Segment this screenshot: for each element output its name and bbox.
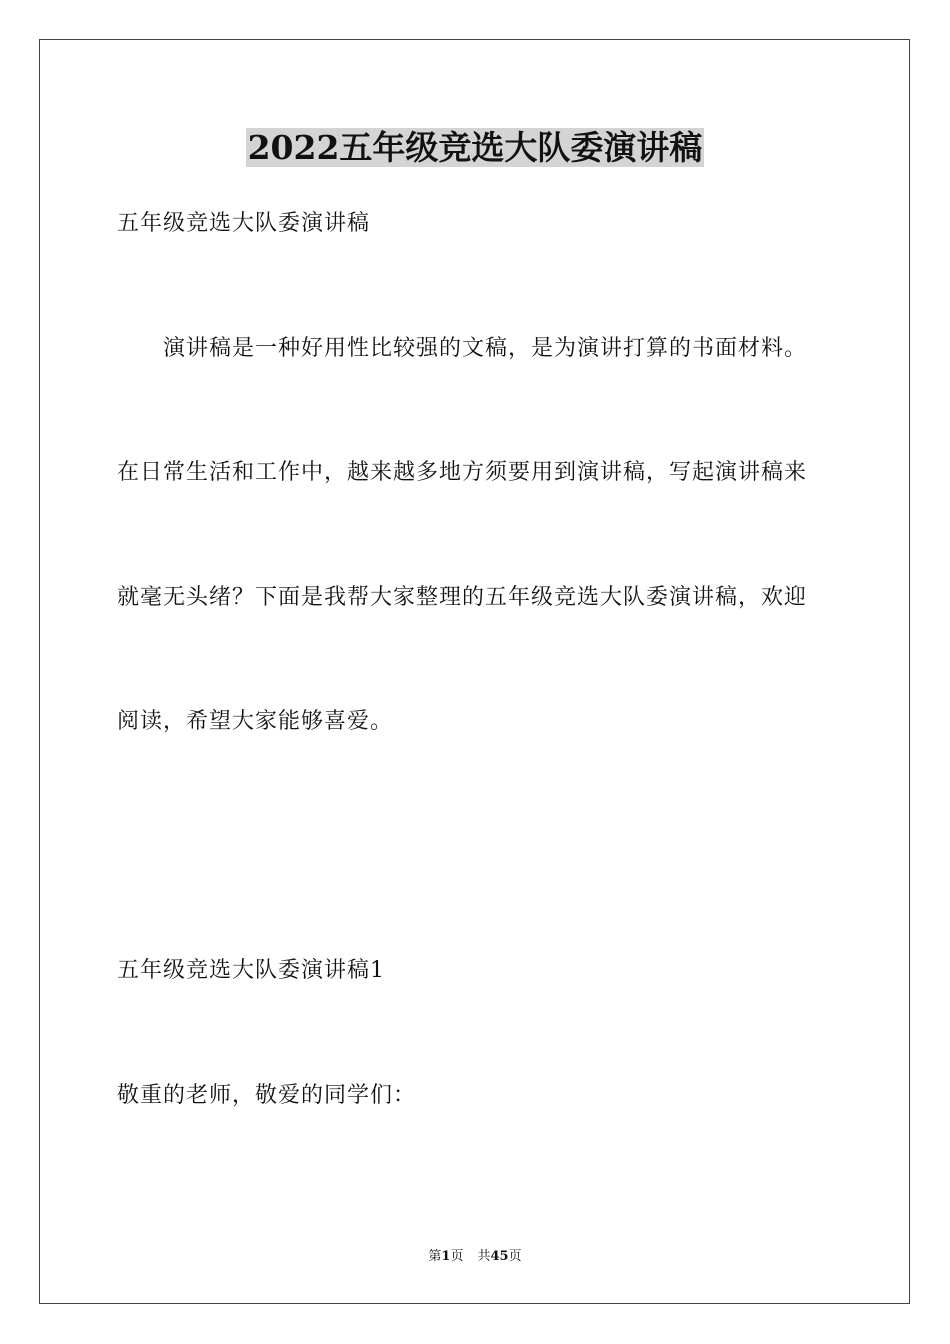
total-suffix: 页 — [508, 1249, 522, 1264]
section-heading: 五年级竞选大队委演讲稿1 — [117, 958, 385, 983]
document-title-text: 2022五年级竞选大队委演讲稿 — [247, 128, 703, 167]
page-number: 1 — [441, 1249, 451, 1264]
page-prefix: 第 — [428, 1249, 442, 1264]
intro-paragraph-line-1: 演讲稿是一种好用性比较强的文稿，是为演讲打算的书面材料。 — [117, 336, 808, 361]
intro-paragraph-line-3: 就毫无头绪？下面是我帮大家整理的五年级竞选大队委演讲稿，欢迎 — [117, 585, 808, 610]
greeting-line: 敬重的老师，敬爱的同学们： — [117, 1083, 417, 1108]
total-prefix: 共 — [477, 1249, 491, 1264]
total-pages: 45 — [490, 1249, 509, 1264]
document-title — [0, 126, 950, 170]
intro-paragraph-line-4: 阅读，希望大家能够喜爱。 — [117, 709, 394, 734]
page-footer — [0, 1248, 950, 1266]
intro-paragraph-line-2: 在日常生活和工作中，越来越多地方须要用到演讲稿，写起演讲稿来 — [117, 460, 808, 485]
page-suffix: 页 — [450, 1249, 464, 1264]
document-subtitle: 五年级竞选大队委演讲稿 — [117, 211, 371, 236]
